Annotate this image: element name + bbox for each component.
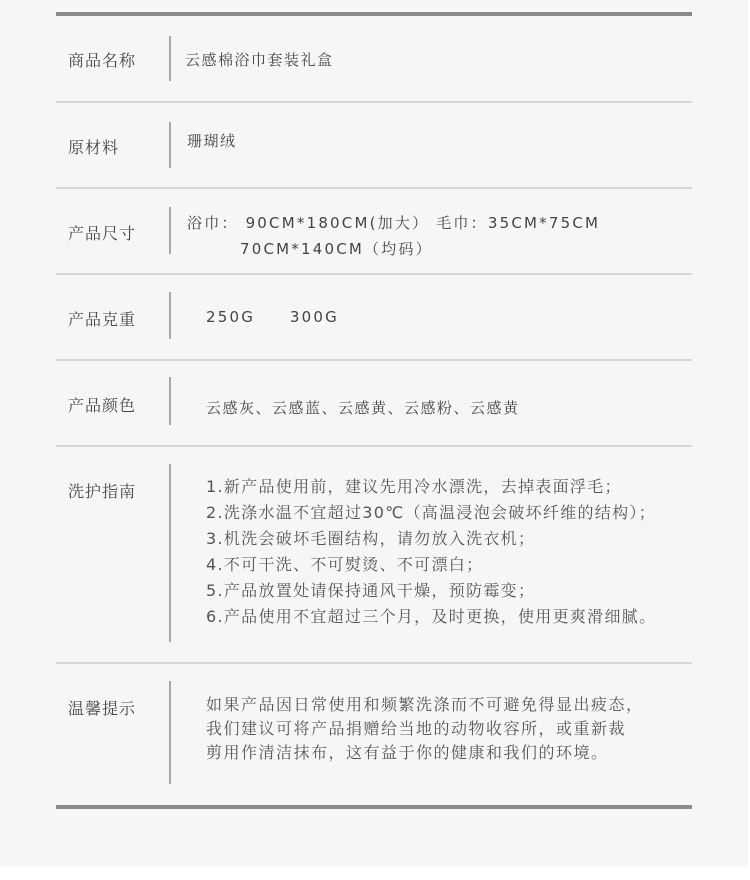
tips-line: 剪用作清洁抹布，这有益于你的健康和我们的环境。 (206, 743, 609, 762)
care-item: 2.洗涤水温不宜超过30℃（高温浸泡会破坏纤维的结构）； (206, 503, 656, 522)
spec-row-material (56, 103, 692, 189)
row-label: 产品颜色 (68, 396, 137, 415)
tips-line: 如果产品因日常使用和频繁洗涤而不可避免得显出疲态， (206, 695, 644, 714)
care-guide-list (206, 474, 656, 630)
row-separator (169, 36, 171, 81)
row-label: 产品尺寸 (68, 224, 137, 243)
tips-text (206, 693, 644, 765)
spec-row-color (56, 361, 692, 447)
bottom-border-bar (56, 805, 692, 809)
row-label: 原材料 (68, 138, 120, 157)
spec-row-tips (56, 664, 692, 805)
care-item: 5.产品放置处请保持通风干燥，预防霉变； (206, 581, 536, 600)
row-label: 洗护指南 (68, 482, 137, 501)
row-separator (169, 292, 171, 339)
spec-row-care-guide (56, 447, 692, 664)
row-label: 温馨提示 (68, 699, 137, 718)
row-label: 商品名称 (68, 51, 137, 70)
color-value: 云感灰、云感蓝、云感黄、云感粉、云感黄 (206, 399, 520, 417)
material-value: 珊瑚绒 (187, 132, 237, 150)
row-label: 产品克重 (68, 310, 137, 329)
tips-line: 我们建议可将产品捐赠给当地的动物收容所，或重新裁 (206, 719, 627, 738)
row-separator (169, 681, 171, 784)
row-separator (169, 464, 171, 642)
spec-row-weight (56, 275, 692, 361)
size-line-2: 70CM*140CM（均码） (240, 240, 433, 258)
care-item: 3.机洗会破坏毛圈结构，请勿放入洗衣机； (206, 529, 536, 548)
row-separator (169, 377, 171, 425)
spec-row-product-name (56, 16, 692, 103)
row-separator (169, 207, 171, 254)
care-item: 6.产品使用不宜超过三个月，及时更换，使用更爽滑细腻。 (206, 607, 657, 626)
product-name-value: 云感棉浴巾套装礼盒 (185, 51, 334, 69)
row-separator (169, 122, 171, 168)
size-line-1: 浴巾： 90CM*180CM(加大） 毛巾：35CM*75CM (187, 214, 601, 232)
care-item: 4.不可干洗、不可熨烫、不可漂白； (206, 555, 484, 574)
care-item: 1.新产品使用前，建议先用冷水漂洗，去掉表面浮毛； (206, 477, 622, 496)
weight-value: 250G 300G (206, 308, 339, 326)
spec-row-size (56, 189, 692, 275)
